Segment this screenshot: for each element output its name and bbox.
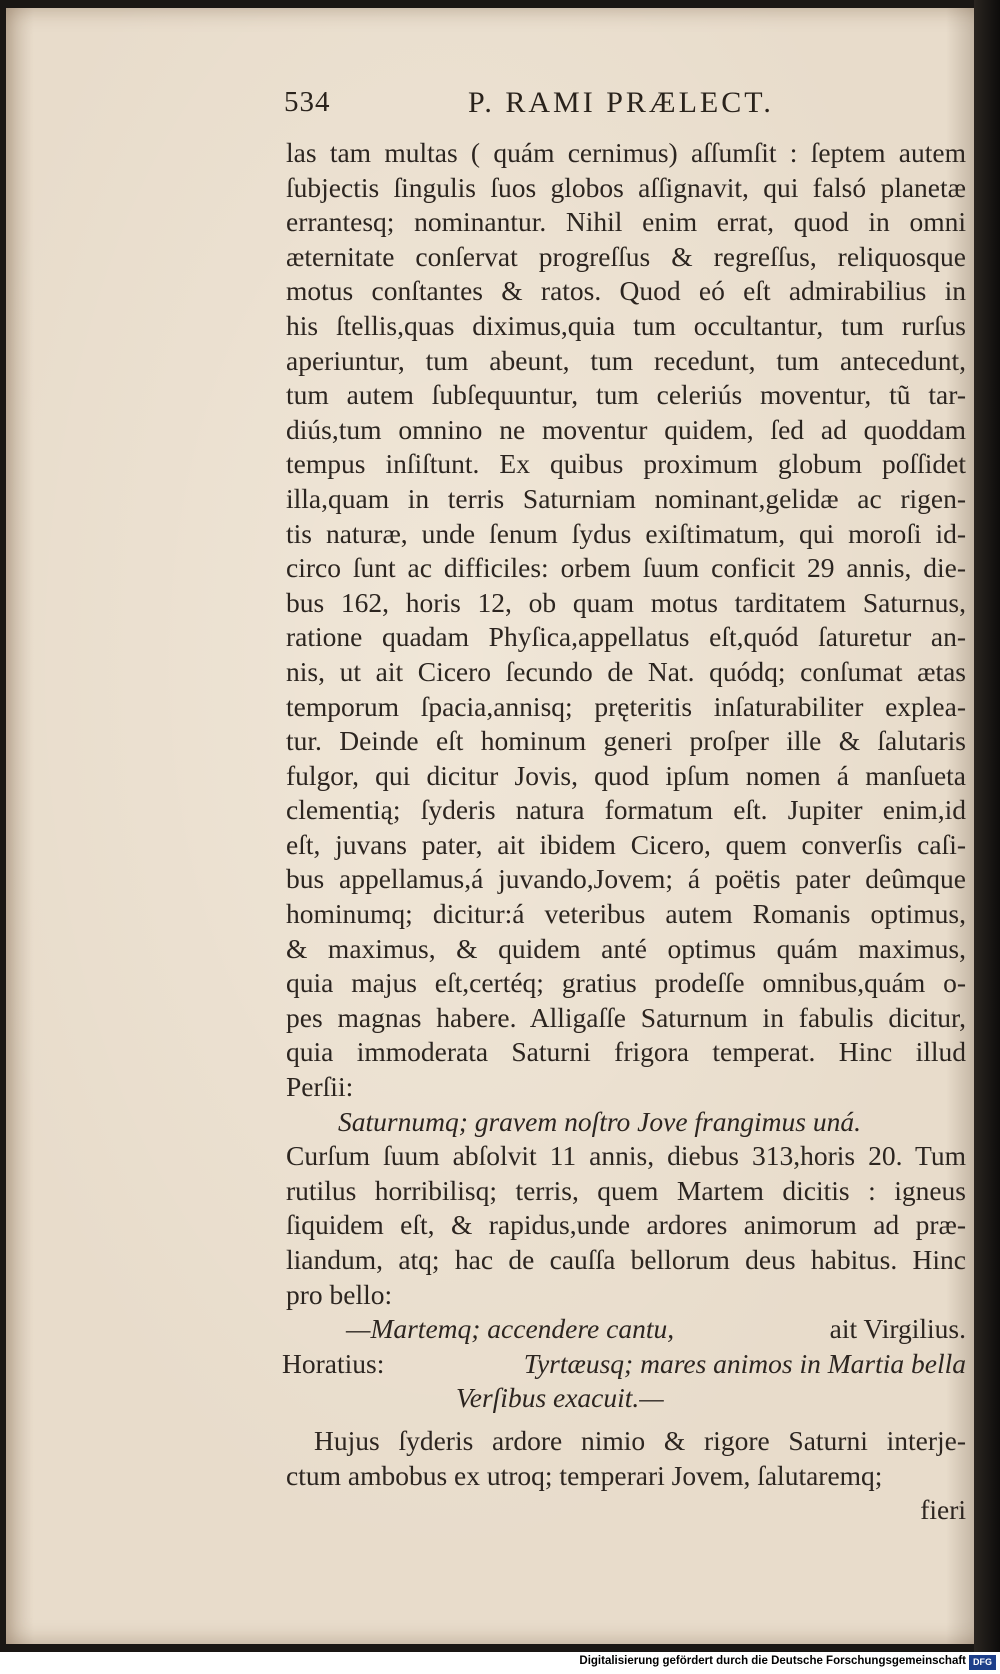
text-line: ſiquidem eſt, & rapidus,unde ardores animorum ad præ- [286, 1209, 966, 1241]
text-line: ratione quadam Phyſica,appellatus eſt,quód ſaturetur an- [286, 621, 966, 653]
text-line: liandum, atq; hac de cauſſa bellorum deus habitus. Hinc [286, 1244, 966, 1275]
text-line: pro bello: [286, 1278, 393, 1310]
footer-bar [0, 1652, 1000, 1674]
page-edge [974, 0, 1000, 1652]
text-line: circo ſunt ac difficiles: orbem ſuum conficit 29 annis, die- [286, 552, 966, 584]
text-line: tempus inſiſtunt. Ex quibus proximum globum poſſidet [286, 448, 966, 480]
page-header [284, 86, 804, 126]
text-line: nis, ut ait Cicero ſecundo de Nat. quódq; conſumat ætas [286, 655, 966, 687]
body-text [282, 136, 966, 1528]
text-line: temporum ſpacia,annisq; pręteritis inſaturabiliter explea- [286, 690, 966, 722]
verse-row-virgil [286, 1312, 966, 1347]
text-line: æternitate conſervat progreſſus & regreſſus, reliquosque [286, 240, 966, 272]
text-line: motus conſtantes & ratos. Quod eó eſt admirabilius in [286, 275, 966, 307]
page-number: 534 [284, 86, 331, 118]
catchword: fieri [920, 1494, 966, 1526]
verse-quote-horace-1: Tyrtæusq; mares animos in Martia bella [523, 1347, 966, 1379]
verse-attribution: ait Virgilius. [829, 1313, 966, 1345]
text-line: errantesq; nominantur. Nihil enim errat, quod in omni [286, 206, 966, 238]
text-line: tum autem ſubſequuntur, tum celeriús moventur, tũ tar- [286, 379, 966, 411]
text-line: Hujus ſyderis ardore nimio & rigore Saturni interje- [314, 1424, 966, 1456]
text-line: tur. Deinde eſt hominum generi proſper ille & ſalutaris [286, 725, 966, 757]
text-line: eſt, juvans pater, ait ibidem Cicero, quem converſis caſi- [286, 828, 966, 860]
verse-quote-persius: Saturnumq; gravem noſtro Jove frangimus uná. [338, 1105, 861, 1137]
text-line: las tam multas ( quám cernimus) aſſumſit : ſeptem autem [286, 137, 966, 168]
verse-label-horace: Horatius: [282, 1347, 385, 1379]
footer-credit: Digitalisierung gefördert durch die Deutsche Forschungsgemeinschaft [579, 1655, 966, 1667]
text-line: illa,quam in terris Saturniam nominant,gelidæ ac rigen- [286, 482, 966, 514]
text-line: ſubjectis ſingulis ſuos globos aſſignavit, qui falsó planetæ [286, 171, 966, 203]
text-line: clementią; ſyderis natura formatum eſt. Jupiter enim,id [286, 794, 966, 826]
verse-quote-horace-2: Verſibus exacuit.— [456, 1382, 664, 1414]
text-line: aperiuntur, tum abeunt, tum recedunt, tum antecedunt, [286, 344, 966, 376]
text-line: bus appellamus,á juvando,Jovem; á poëtis pater deûmque [286, 863, 966, 895]
text-line: Curſum ſuum abſolvit 11 annis, diebus 313,horis 20. Tum [286, 1140, 966, 1172]
text-line: bus 162, horis 12, ob quam motus tarditatem Saturnus, [286, 586, 966, 618]
verse-row-horace [282, 1347, 966, 1382]
text-line: diús,tum omnino ne moventur quidem, ſed ad quoddam [286, 413, 966, 445]
text-line: his ſtellis,quas diximus,quia tum occultantur, tum rurſus [286, 309, 966, 341]
text-line: Perſii: [286, 1071, 354, 1103]
text-line: rutilus horribilisq; terris, quem Martem dicitis : igneus [286, 1174, 966, 1206]
text-line: & maximus, & quidem anté optimus quám maximus, [286, 932, 966, 964]
text-line: hominumq; dicitur:á veteribus autem Romanis optimus, [286, 898, 966, 930]
dfg-logo-icon: DFG [969, 1655, 996, 1670]
text-line: pes magnas habere. Alligaſſe Saturnum in fabulis dicitur, [286, 1001, 966, 1033]
verse-quote-virgil: —Martemq; accendere cantu, [346, 1313, 675, 1345]
text-line: ctum ambobus ex utroq; temperari Jovem, ſalutaremq; [286, 1459, 883, 1491]
text-line: fulgor, qui dicitur Jovis, quod ipſum nomen á manſueta [286, 759, 966, 791]
running-head: P. RAMI PRÆLECT. [468, 86, 774, 119]
text-line: tis naturæ, unde ſenum ſydus exiſtimatum, qui moroſi id- [286, 517, 966, 549]
text-line: quia majus eſt,certéq; gratius prodeſſe omnibus,quám o- [286, 967, 966, 999]
text-line: quia immoderata Saturni frigora temperat. Hinc illud [286, 1036, 966, 1068]
